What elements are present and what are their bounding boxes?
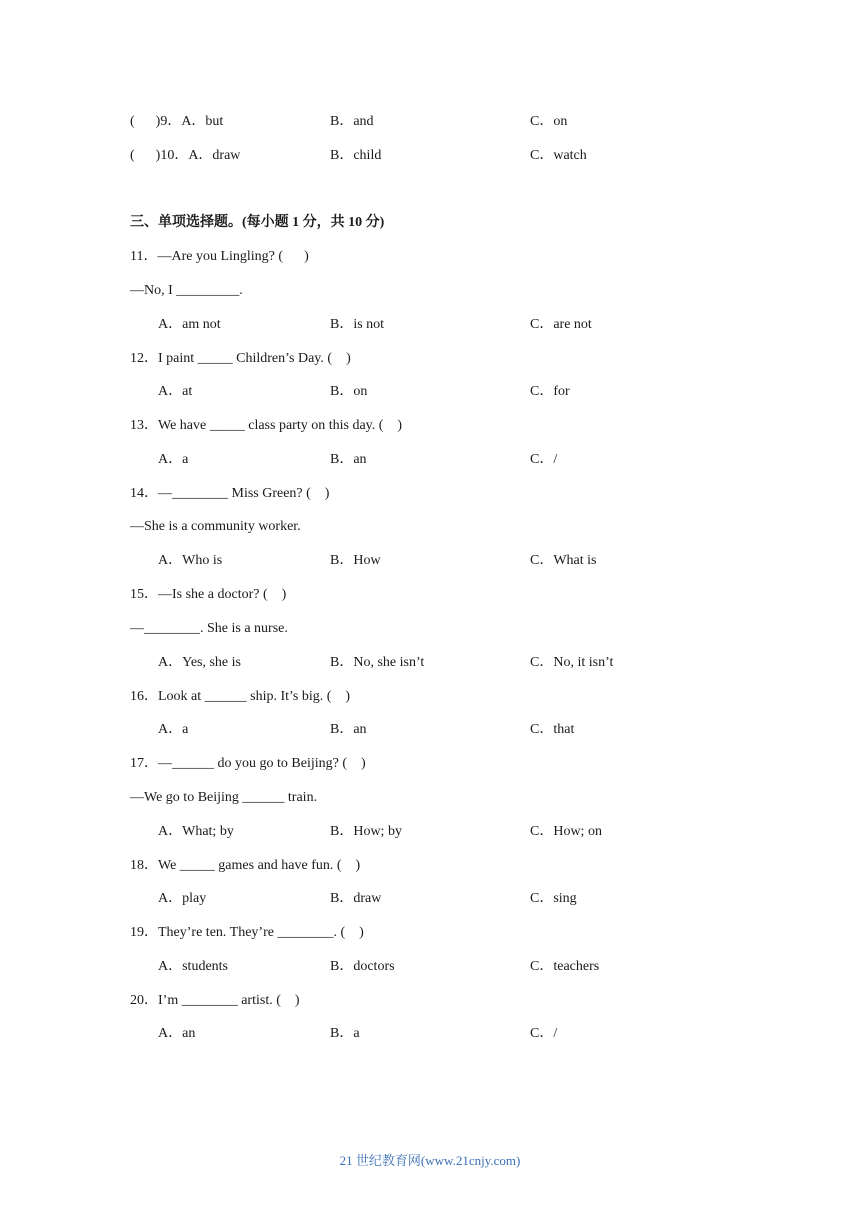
question-13-stem: 13．We have _____ class party on this day. ( ) [130,418,403,433]
question-16-option-c: C．that [530,722,575,737]
question-14-option-b: B．How [330,553,381,568]
question-13-options [0,448,860,472]
question-20-option-a: A．an [158,1026,196,1041]
question-13-option-b: B．an [330,452,367,467]
question-16-option-b: B．an [330,722,367,737]
question-13-option-c: C．/ [530,452,558,467]
question-15-option-b: B．No, she isn’t [330,655,425,670]
question-11 [0,245,860,269]
question-11-options [0,313,860,337]
question-16 [0,685,860,709]
question-16-stem: 16．Look at ______ ship. It’s big. ( ) [130,689,351,704]
question-10-option-b: B．child [330,148,382,163]
question-19-option-c: C．teachers [530,959,600,974]
question-15-option-c: C．No, it isn’t [530,655,614,670]
question-15-options [0,651,860,675]
question-9-option-b: B．and [330,114,374,129]
question-19-option-b: B．doctors [330,959,395,974]
question-12-option-a: A．at [158,384,193,399]
section-heading-text: 三、单项选择题。(每小题 1 分，共 10 分) [130,215,385,230]
question-15 [0,583,860,607]
question-18 [0,854,860,878]
question-11-option-a: A．am not [158,317,221,332]
question-19-options [0,955,860,979]
question-11-option-c: C．are not [530,317,592,332]
question-17-reply [0,786,860,810]
question-15-option-a: A．Yes, she is [158,655,241,670]
question-20-option-b: B．a [330,1026,360,1041]
question-12-option-b: B．on [330,384,368,399]
question-19-option-a: A．students [158,959,228,974]
question-12-options [0,380,860,404]
question-14-stem: 14．—________ Miss Green? ( ) [130,486,330,501]
question-10-option-c: C．watch [530,148,587,163]
question-20-options [0,1022,860,1046]
question-18-option-a: A．play [158,891,207,906]
question-14-option-c: C．What is [530,553,597,568]
question-14-reply [0,515,860,539]
question-11-stem: 11．—Are you Lingling? ( ) [130,249,309,264]
question-17-option-a: A．What; by [158,824,234,839]
question-17-options [0,820,860,844]
question-13-option-a: A．a [158,452,189,467]
question-15-reply-text: —________. She is a nurse. [130,621,288,636]
question-10-stem: ( )10．A．draw [130,148,241,163]
question-12-option-c: C．for [530,384,570,399]
question-14-option-a: A．Who is [158,553,223,568]
page-footer: 21 世纪教育网(www.21cnjy.com) [339,1153,521,1168]
question-20-option-c: C．/ [530,1026,558,1041]
question-18-option-c: C．sing [530,891,577,906]
question-16-options [0,718,860,742]
question-17-stem: 17．—______ do you go to Beijing? ( ) [130,756,366,771]
question-19-stem: 19．They’re ten. They’re ________. ( ) [130,925,364,940]
question-17-option-b: B．How; by [330,824,402,839]
question-9 [0,110,860,134]
question-19 [0,921,860,945]
question-9-stem: ( )9．A．but [130,114,224,129]
question-14-reply-text: —She is a community worker. [130,519,301,534]
question-17-reply-text: —We go to Beijing ______ train. [130,790,318,805]
question-17-option-c: C．How; on [530,824,602,839]
question-11-reply-text: —No, I _________. [130,283,243,298]
question-12-stem: 12．I paint _____ Children’s Day. ( ) [130,351,351,366]
question-11-reply [0,279,860,303]
question-10 [0,144,860,168]
question-11-option-b: B．is not [330,317,385,332]
question-12 [0,347,860,371]
question-18-option-b: B．draw [330,891,382,906]
question-20-stem: 20．I’m ________ artist. ( ) [130,993,300,1008]
question-17 [0,752,860,776]
question-15-stem: 15．—Is she a doctor? ( ) [130,587,287,602]
question-14 [0,482,860,506]
section-heading [0,211,860,235]
question-15-reply [0,617,860,641]
question-13 [0,414,860,438]
question-9-option-c: C．on [530,114,568,129]
question-18-options [0,887,860,911]
question-16-option-a: A．a [158,722,189,737]
question-20 [0,989,860,1013]
question-18-stem: 18．We _____ games and have fun. ( ) [130,858,361,873]
question-14-options [0,549,860,573]
